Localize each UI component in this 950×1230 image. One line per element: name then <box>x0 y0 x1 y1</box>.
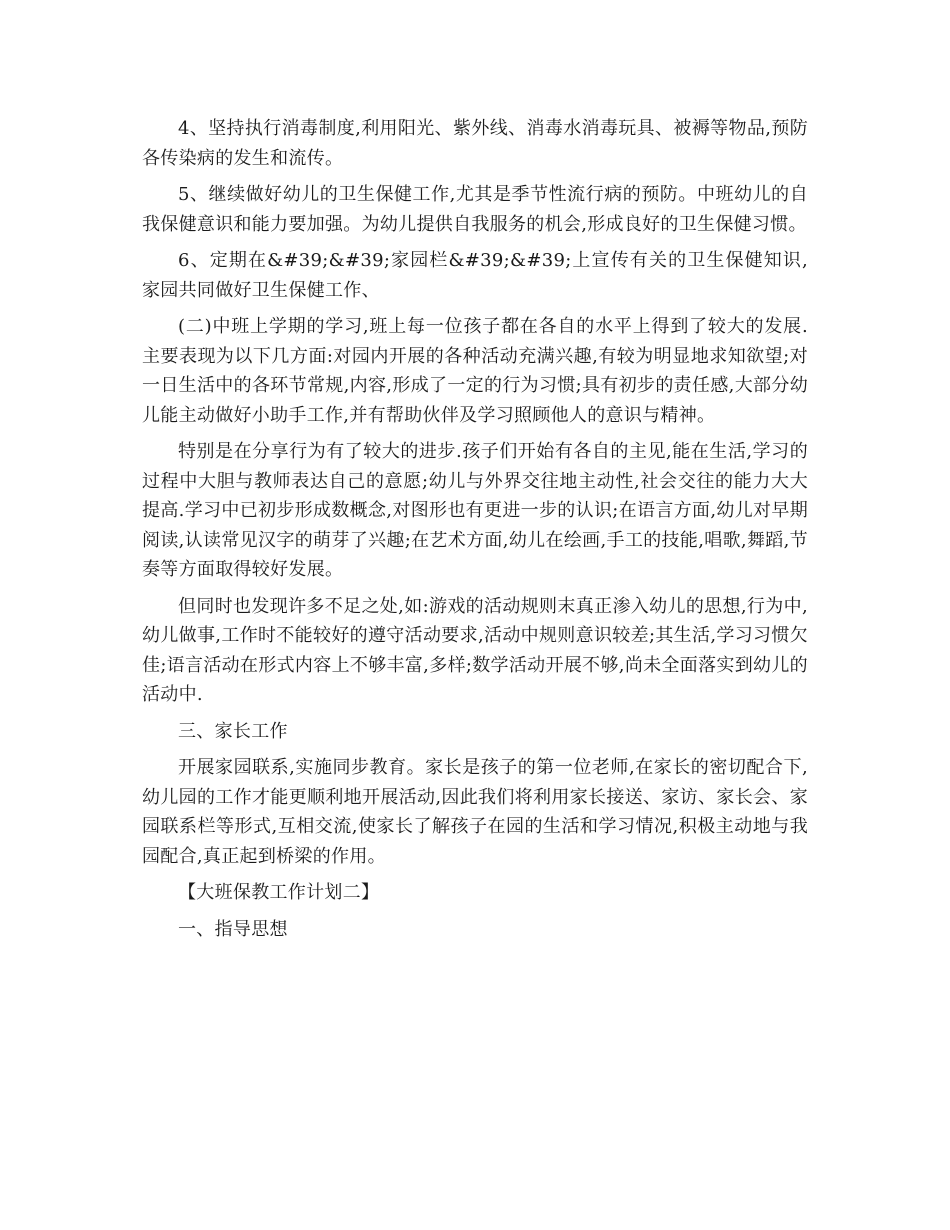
paragraph-health-promotion: 6、定期在&#39;&#39;家园栏&#39;&#39;上宣传有关的卫生保健知识,家园共同做好卫生保健工作、 <box>142 250 808 301</box>
paragraph-learning-summary: (二)中班上学期的学习,班上每一位孩子都在各自的水平上得到了较大的发展.主要表现为以下几方面:对园内开展的各种活动充满兴趣,有较为明显地求知欲望;对一日生活中的各环节常规,内容,形成了一定的行为习惯;具有初步的责任感,大部分幼儿能主动做好小助手工作,并有帮助伙伴及学习照顾他人的意识与精神。 <box>142 316 808 426</box>
section-heading-parent-work: 三、家长工作 <box>178 720 288 742</box>
paragraph-shortcomings: 但同时也发现许多不足之处,如:游戏的活动规则末真正渗入幼儿的思想,行为中,幼儿做事,工作时不能较好的遵守活动要求,活动中规则意识较差;其生活,学习习惯欠佳;语言活动在形式内容上不够丰富,多样;数学活动开展不够,尚未全面落实到幼儿的活动中. <box>142 595 808 705</box>
paragraph-disinfection: 4、坚持执行消毒制度,利用阳光、紫外线、消毒水消毒玩具、被褥等物品,预防各传染病的发生和流传。 <box>142 118 808 169</box>
section-heading-guiding-ideology: 一、指导思想 <box>178 918 288 940</box>
paragraph-parent-work: 开展家园联系,实施同步教育。家长是孩子的第一位老师,在家长的密切配合下,幼儿园的工作才能更顺利地开展活动,因此我们将利用家长接送、家访、家长会、家园联系栏等形式,互相交流,使家长了解孩子在园的生活和学习情况,积极主动地与我园配合,真正起到桥梁的作用。 <box>142 757 808 867</box>
paragraph-sharing-progress: 特别是在分享行为有了较大的进步.孩子们开始有各自的主见,能在生活,学习的过程中大胆与教师表达自己的意愿;幼儿与外界交往地主动性,社会交往的能力大大提高.学习中已初步形成数概念,对图形也有更进一步的认识;在语言方面,幼儿对早期阅读,认读常见汉字的萌芽了兴趣;在艺术方面,幼儿在绘画,手工的技能,唱歌,舞蹈,节奏等方面取得较好发展。 <box>142 441 808 580</box>
document-body <box>142 114 808 951</box>
plan-title: 【大班保教工作计划二】 <box>178 882 380 903</box>
paragraph-health-care: 5、继续做好幼儿的卫生保健工作,尤其是季节性流行病的预防。中班幼儿的自我保健意识和能力要加强。为幼儿提供自我服务的机会,形成良好的卫生保健习惯。 <box>142 184 808 235</box>
